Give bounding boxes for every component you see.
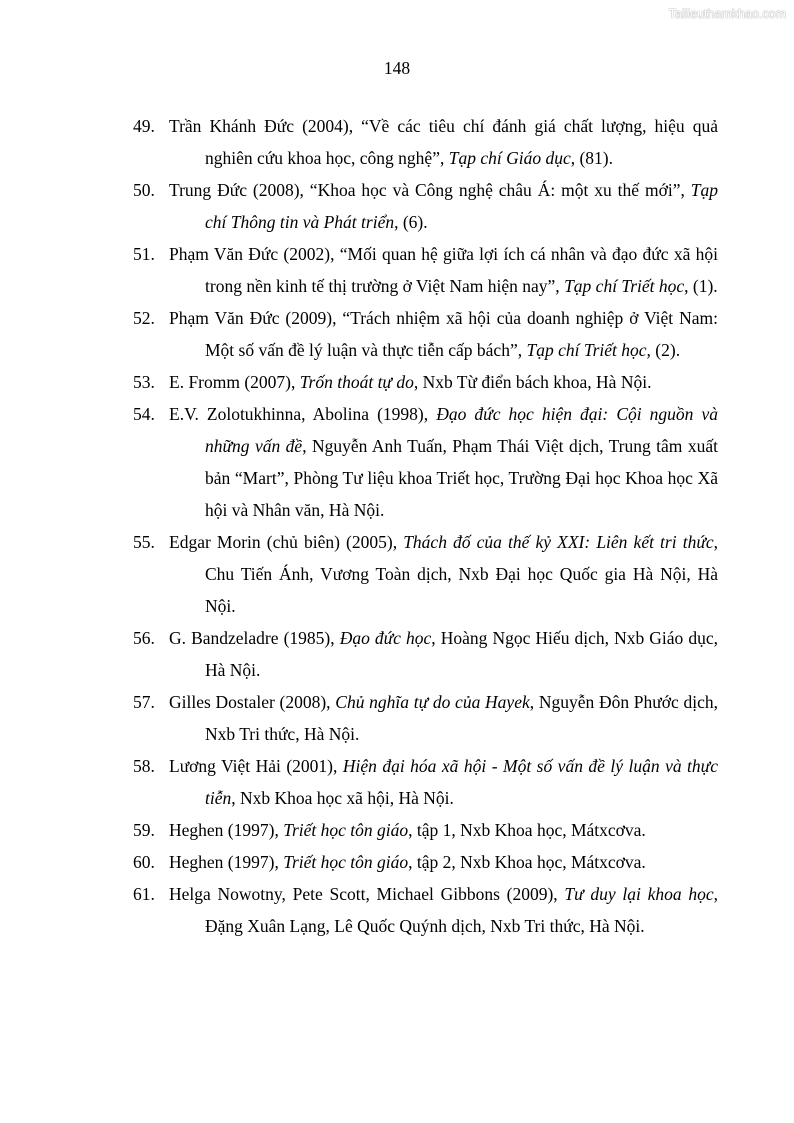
reference-title: Chủ nghĩa tự do của Hayek xyxy=(335,692,530,712)
reference-text: G. Bandzeladre (1985), xyxy=(169,628,340,648)
reference-text: Edgar Morin (chủ biên) (2005), xyxy=(169,532,404,552)
reference-number: 58. xyxy=(133,756,155,776)
reference-title: Trốn thoát tự do xyxy=(299,372,414,392)
reference-number: 55. xyxy=(133,532,155,552)
reference-item xyxy=(133,686,718,750)
reference-text: Trần Khánh Đức (2004), “Về các tiêu chí đánh giá chất lượng, hiệu quả nghiên cứu khoa học, công nghệ”, xyxy=(169,116,718,168)
reference-item xyxy=(133,302,718,366)
reference-text: Heghen (1997), xyxy=(169,852,284,872)
reference-text: , Hoàng Ngọc Hiếu dịch, Nxb Giáo dục, Hà Nội. xyxy=(205,628,718,680)
reference-text: , Đặng Xuân Lạng, Lê Quốc Quýnh dịch, Nxb Tri thức, Hà Nội. xyxy=(205,884,718,936)
reference-title: Tư duy lại khoa học xyxy=(564,884,714,904)
reference-text: , (6). xyxy=(394,212,428,232)
reference-text: E. Fromm (2007), xyxy=(169,372,300,392)
reference-item xyxy=(133,750,718,814)
reference-title: Thách đố của thế kỷ XXI: Liên kết tri thức xyxy=(403,532,714,552)
reference-text: (2). xyxy=(650,340,681,360)
reference-text: , (81). xyxy=(570,148,614,168)
reference-text: Trung Đức (2008), “Khoa học và Công nghệ châu Á: một xu thế mới”, xyxy=(169,180,691,200)
reference-title: Triết học tôn giáo xyxy=(283,820,409,840)
reference-text: Phạm Văn Đức (2009), “Trách nhiệm xã hội của doanh nghiệp ở Việt Nam: Một số vấn đề lý luận và thực tiễn cấp bách”, xyxy=(169,308,718,360)
reference-text: Lương Việt Hải (2001), xyxy=(169,756,343,776)
reference-number: 61. xyxy=(133,884,155,904)
reference-title: Đạo đức học xyxy=(339,628,432,648)
reference-title: Hiện đại hóa xã hội - Một số vấn đề lý luận và thực tiễn xyxy=(205,756,718,808)
reference-number: 53. xyxy=(133,372,155,392)
reference-number: 52. xyxy=(133,308,155,328)
reference-title: Đạo đức học hiện đại: Cội nguồn và những vấn đề xyxy=(205,404,718,456)
reference-text: , tập 1, Nxb Khoa học, Mátxcơva. xyxy=(408,820,646,840)
reference-text: Helga Nowotny, Pete Scott, Michael Gibbons (2009), xyxy=(169,884,565,904)
reference-title: Triết học tôn giáo xyxy=(283,852,409,872)
reference-item xyxy=(133,398,718,526)
reference-title: Tạp chí Triết học xyxy=(564,276,685,296)
reference-number: 56. xyxy=(133,628,155,648)
reference-item xyxy=(133,878,718,942)
reference-title: Tạp chí Triết học, xyxy=(526,340,651,360)
reference-number: 49. xyxy=(133,116,155,136)
reference-number: 60. xyxy=(133,852,155,872)
reference-item xyxy=(133,366,718,398)
reference-text: , Chu Tiến Ánh, Vương Toàn dịch, Nxb Đại học Quốc gia Hà Nội, Hà Nội. xyxy=(205,532,719,616)
reference-item xyxy=(133,238,718,302)
reference-list xyxy=(133,110,718,942)
reference-number: 51. xyxy=(133,244,155,264)
reference-text: Heghen (1997), xyxy=(169,820,284,840)
reference-item xyxy=(133,622,718,686)
reference-text: , Nxb Từ điển bách khoa, Hà Nội. xyxy=(413,372,652,392)
reference-item xyxy=(133,526,718,622)
reference-item xyxy=(133,174,718,238)
reference-item xyxy=(133,110,718,174)
reference-text: E.V. Zolotukhinna, Abolina (1998), xyxy=(169,404,437,424)
reference-title: Tạp chí Thông tin và Phát triển xyxy=(205,180,718,232)
reference-number: 50. xyxy=(133,180,155,200)
reference-number: 59. xyxy=(133,820,155,840)
reference-text: , Nguyễn Anh Tuấn, Phạm Thái Việt dịch, Trung tâm xuất bản “Mart”, Phòng Tư liệu khoa Triết học, Trường Đại học Khoa học Xã hội và Nhân văn, Hà Nội. xyxy=(205,436,718,520)
reference-number: 54. xyxy=(133,404,155,424)
reference-item xyxy=(133,846,718,878)
reference-text: , Nxb Khoa học xã hội, Hà Nội. xyxy=(231,788,454,808)
page-number: 148 xyxy=(383,58,411,78)
reference-number: 57. xyxy=(133,692,155,712)
reference-text: , (1). xyxy=(684,276,718,296)
reference-text: , tập 2, Nxb Khoa học, Mátxcơva. xyxy=(408,852,646,872)
reference-text: Gilles Dostaler (2008), xyxy=(169,692,336,712)
reference-text: , Nguyễn Đôn Phước dịch, Nxb Tri thức, Hà Nội. xyxy=(205,692,718,744)
reference-text: Phạm Văn Đức (2002), “Mối quan hệ giữa lợi ích cá nhân và đạo đức xã hội trong nền kinh tế thị trường ở Việt Nam hiện nay”, xyxy=(169,244,718,296)
watermark: Tailieuthamkhao.com xyxy=(668,7,786,21)
reference-item xyxy=(133,814,718,846)
reference-title: Tạp chí Giáo dục xyxy=(448,148,571,168)
